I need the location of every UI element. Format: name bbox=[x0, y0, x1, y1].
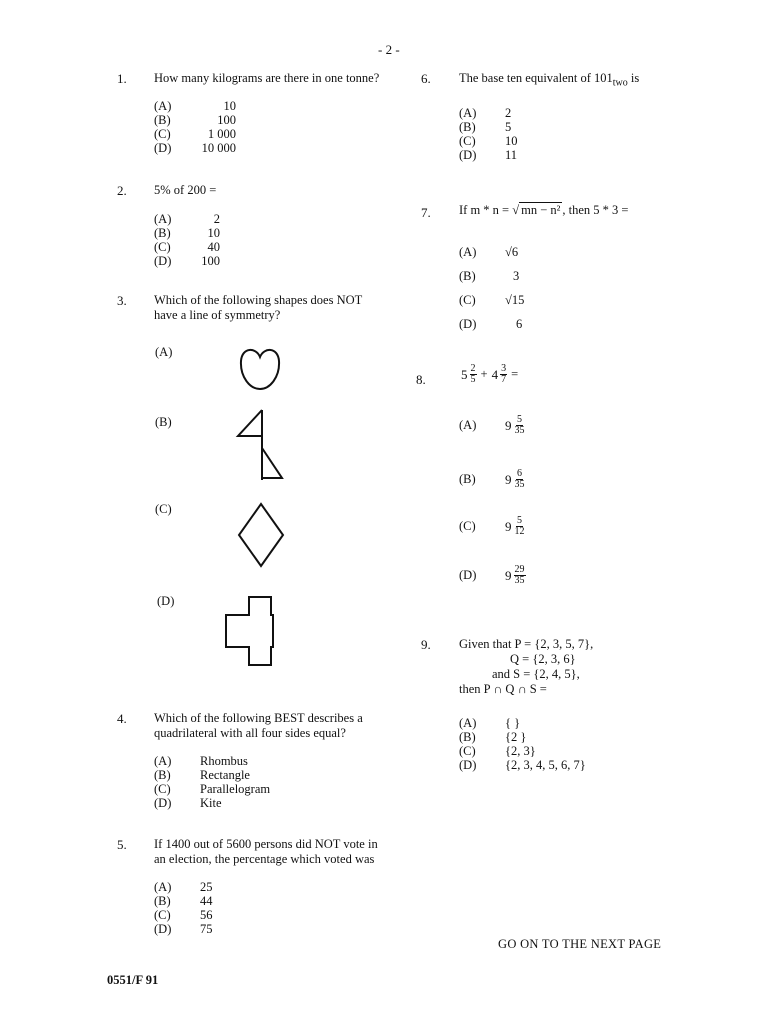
q6-option-c[interactable]: (C) 10 bbox=[459, 134, 518, 148]
q9-option-c[interactable]: (C) {2, 3} bbox=[459, 744, 536, 758]
q9-options bbox=[459, 716, 586, 772]
q9-number: 9. bbox=[421, 637, 431, 652]
paper-code: 0551/F 91 bbox=[107, 973, 159, 987]
q4-text: Which of the following BEST describes a quadrilateral with all four sides equal? bbox=[154, 711, 363, 740]
q3-option-c-label[interactable]: (C) bbox=[155, 502, 172, 516]
q4-options bbox=[154, 754, 270, 810]
q9-option-b[interactable]: (B) {2 } bbox=[459, 730, 527, 744]
flag-triangle-icon bbox=[236, 408, 286, 480]
q1-option-a[interactable]: (A) 10 bbox=[154, 99, 236, 113]
page-number: - 2 - bbox=[378, 42, 400, 57]
q1-number: 1. bbox=[117, 71, 127, 86]
q9-line1: Given that P = {2, 3, 5, 7}, bbox=[459, 637, 594, 651]
q8-term-a: 5 $\frac{2}{5}$ bbox=[461, 363, 476, 385]
q8-option-a[interactable]: (A) 9 $\frac{5}{35}$ bbox=[459, 414, 525, 436]
q7-option-d[interactable]: (D) 6 bbox=[459, 317, 523, 331]
q3-option-d-label[interactable]: (D) bbox=[157, 594, 175, 608]
q1-option-b[interactable]: (B) 100 bbox=[154, 113, 236, 127]
q9-option-d[interactable]: (D) {2, 3, 4, 5, 6, 7} bbox=[459, 758, 586, 772]
q7-number: 7. bbox=[421, 205, 431, 220]
q7-option-c[interactable]: (C) √15 bbox=[459, 293, 525, 307]
q2-option-c[interactable]: (C) 40 bbox=[154, 240, 220, 254]
q9-line4: then P ∩ Q ∩ S = bbox=[459, 682, 547, 696]
q5-option-a[interactable]: (A) 25 bbox=[154, 880, 213, 894]
q8-term-b: 4 $\frac{3}{7}$ bbox=[491, 363, 507, 385]
q3-option-a-label[interactable]: (A) bbox=[155, 345, 173, 359]
q2-options bbox=[154, 212, 220, 268]
q7-options bbox=[459, 240, 524, 336]
q8-expression: 5 $\frac{2}{5}$ + 4 $\frac{3}{7}$ = bbox=[461, 363, 519, 385]
q9-line3: and S = {2, 4, 5}, bbox=[492, 667, 580, 681]
q2-option-b[interactable]: (B) 10 bbox=[154, 226, 220, 240]
q1-text: How many kilograms are there in one tonne? bbox=[154, 71, 380, 85]
q7-option-a[interactable]: (A) √6 bbox=[459, 245, 519, 259]
q1-option-d[interactable]: (D) 10 000 bbox=[154, 141, 236, 155]
q2-number: 2. bbox=[117, 183, 127, 198]
q7-text: If m * n = √ mn − n² , then 5 * 3 = bbox=[459, 203, 629, 217]
q6-option-a[interactable]: (A) 2 bbox=[459, 106, 512, 120]
q9-option-a[interactable]: (A) { } bbox=[459, 716, 521, 730]
q4-option-a[interactable]: (A) Rhombus bbox=[154, 754, 248, 768]
q6-options bbox=[459, 106, 518, 162]
q6-option-b[interactable]: (B) 5 bbox=[459, 120, 512, 134]
q3-number: 3. bbox=[117, 293, 127, 308]
radical-sign: √ bbox=[512, 203, 520, 217]
q7-option-b[interactable]: (B) 3 bbox=[459, 269, 520, 283]
q9-line2: Q = {2, 3, 6} bbox=[510, 652, 576, 666]
q5-number: 5. bbox=[117, 837, 127, 852]
q4-option-c[interactable]: (C) Parallelogram bbox=[154, 782, 271, 796]
q8-option-b[interactable]: (B) 9 $\frac{6}{35}$ bbox=[459, 468, 525, 490]
q8-number: 8. bbox=[416, 372, 426, 387]
q6-text: The base ten equivalent of $101_{two}$ is bbox=[459, 71, 640, 89]
q5-options bbox=[154, 880, 213, 936]
rhombus-icon bbox=[237, 502, 285, 568]
heart-icon bbox=[238, 345, 282, 393]
q8-option-c[interactable]: (C) 9 $\frac{5}{12}$ bbox=[459, 515, 525, 537]
q5-text: If 1400 out of 5600 persons did NOT vote in an election, the percentage which voted was bbox=[154, 837, 378, 866]
q2-option-a[interactable]: (A) 2 bbox=[154, 212, 220, 226]
q8-option-d[interactable]: (D) 9 $\frac{29}{35}$ bbox=[459, 564, 525, 586]
q3-text: Which of the following shapes does NOT have a line of symmetry? bbox=[154, 293, 363, 322]
q2-option-d[interactable]: (D) 100 bbox=[154, 254, 220, 268]
q5-option-b[interactable]: (B) 44 bbox=[154, 894, 213, 908]
q5-option-c[interactable]: (C) 56 bbox=[154, 908, 213, 922]
q2-text: 5% of 200 = bbox=[154, 183, 217, 197]
q1-option-c[interactable]: (C) 1 000 bbox=[154, 127, 236, 141]
q4-option-d[interactable]: (D) Kite bbox=[154, 796, 222, 810]
q5-option-d[interactable]: (D) 75 bbox=[154, 922, 213, 936]
q4-option-b[interactable]: (B) Rectangle bbox=[154, 768, 250, 782]
q3-option-b-label[interactable]: (B) bbox=[155, 415, 172, 429]
go-on-next-page: GO ON TO THE NEXT PAGE bbox=[498, 937, 662, 951]
q4-number: 4. bbox=[117, 711, 127, 726]
q6-option-d[interactable]: (D) 11 bbox=[459, 148, 518, 162]
q1-options bbox=[154, 99, 236, 155]
cross-icon bbox=[224, 595, 274, 667]
q6-number: 6. bbox=[421, 71, 431, 86]
